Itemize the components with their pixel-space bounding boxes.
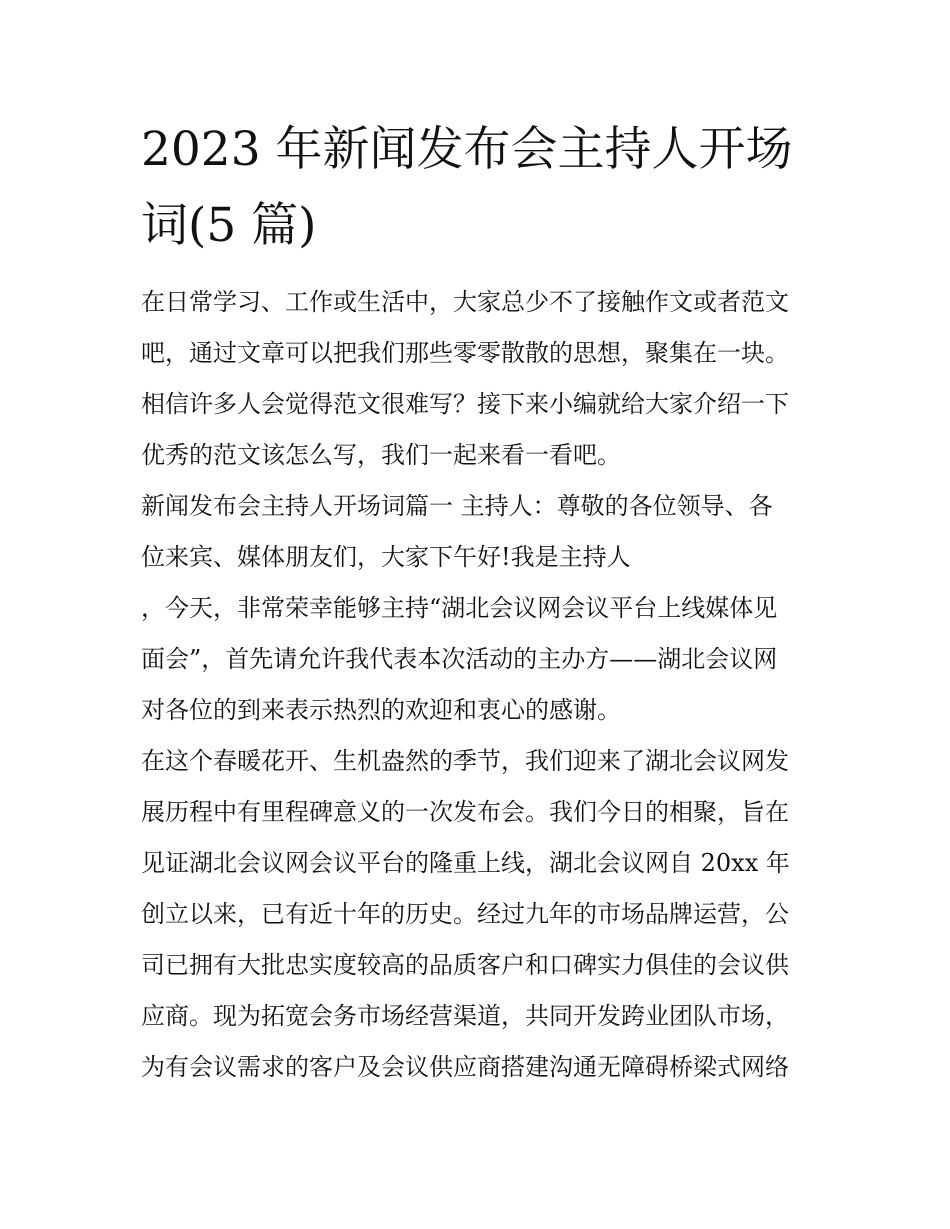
body-line: 创立以来，已有近十年的历史。经过九年的市场品牌运营，公: [141, 900, 789, 928]
body-line: 新闻发布会主持人开场词篇一 主持人：尊敬的各位领导、各: [141, 492, 773, 520]
body-line: 优秀的范文该怎么写，我们一起来看一看吧。: [141, 441, 621, 469]
body-line: 在这个春暖花开、生机盎然的季节，我们迎来了湖北会议网发: [141, 747, 789, 775]
body-line: 司已拥有大批忠实度较高的品质客户和口碑实力俱佳的会议供: [141, 951, 789, 979]
body-line: 展历程中有里程碑意义的一次发布会。我们今日的相聚，旨在: [141, 798, 789, 826]
body-line: ，今天，非常荣幸能够主持“湖北会议网会议平台上线媒体见: [141, 594, 778, 622]
body-line: 见证湖北会议网会议平台的隆重上线，湖北会议网自 20xx 年: [141, 849, 790, 877]
document-title: [141, 112, 821, 264]
body-line: 位来宾、媒体朋友们，大家下午好!我是主持人: [141, 543, 631, 571]
body-line: 在日常学习、工作或生活中，大家总少不了接触作文或者范文: [141, 288, 789, 316]
body-line: 吧，通过文章可以把我们那些零零散散的思想，聚集在一块。: [141, 339, 789, 367]
body-line: 对各位的到来表示热烈的欢迎和衷心的感谢。: [141, 696, 621, 724]
body-line: 为有会议需求的客户及会议供应商搭建沟通无障碍桥梁式网络: [141, 1053, 789, 1081]
body-line: 面会”，首先请允许我代表本次活动的主办方——湖北会议网: [141, 645, 778, 673]
title-line-1: 2023 年新闻发布会主持人开场: [141, 122, 793, 177]
body-line: 应商。现为拓宽会务市场经营渠道，共同开发跨业团队市场，: [141, 1002, 789, 1030]
body-line: 相信许多人会觉得范文很难写？接下来小编就给大家介绍一下: [141, 390, 789, 418]
document-body: [141, 277, 821, 1093]
title-line-2: 词(5 篇): [141, 198, 317, 253]
